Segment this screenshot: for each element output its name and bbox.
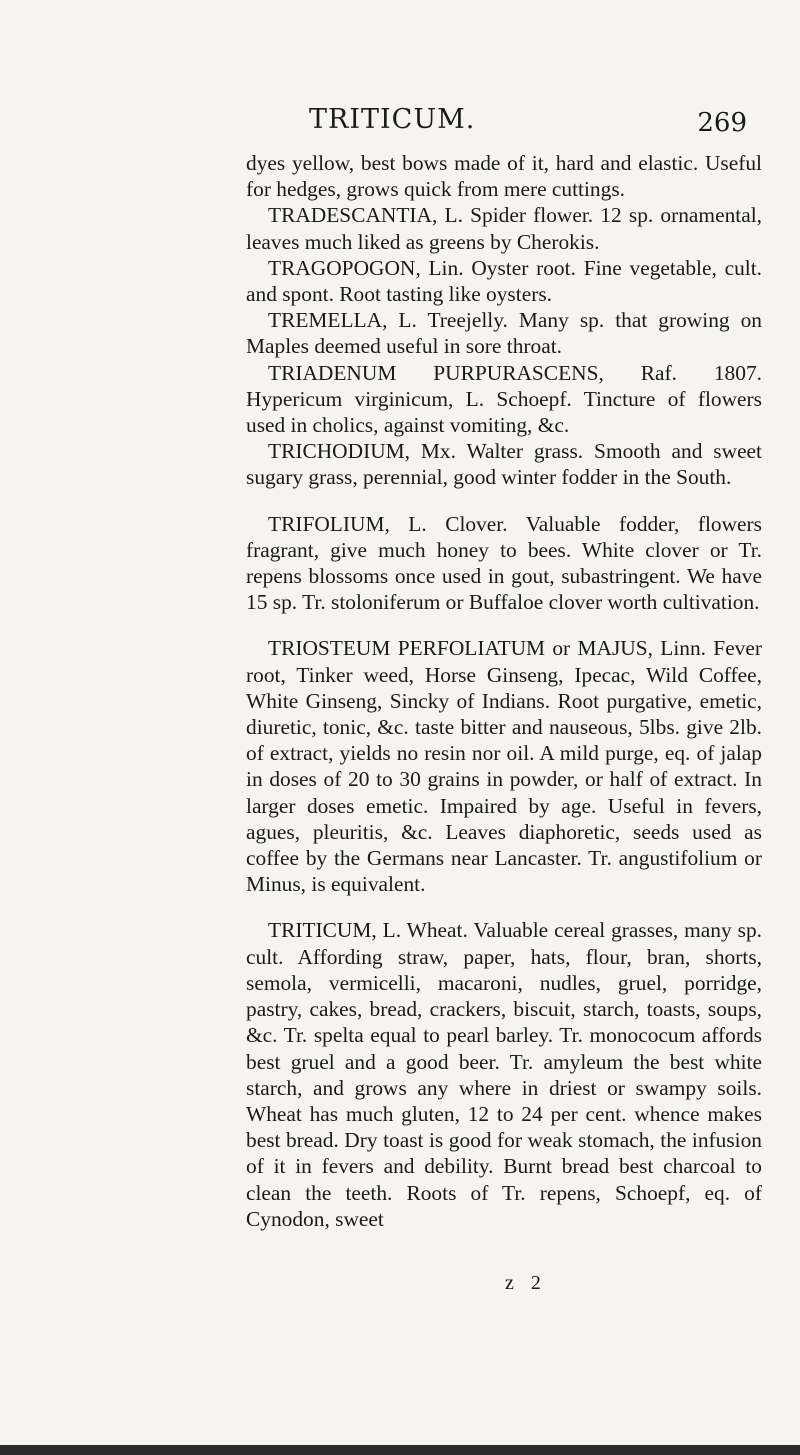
entry-triticum: TRITICUM, L. Wheat. Valuable cereal grasses, many sp. cult. Affording straw, paper, hats, flour, bran, shorts, semola, vermicelli, macaroni, nudles, gruel, porridge, pastry, cakes, bread, crackers, biscuit, starch, toasts, soups, &c. Tr. spelta equal to pearl barley. Tr. monococum affords best gruel and a good beer. Tr. amyleum the best white starch, and grows any where in driest or swampy soils. Wheat has much gluten, 12 to 24 per cent. whence makes best bread. Dry toast is good for weak stomach, the infusion of it in fevers and debility. Burnt bread best charcoal to clean the teeth. Roots of Tr. repens, Schoepf, eq. of Cynodon, sweet [246,918,762,1231]
entry-trifolium: TRIFOLIUM, L. Clover. Valuable fodder, flowers fragrant, give much honey to bees. White clover or Tr. repens blossoms once used in gout, subastringent. We have 15 sp. Tr. stoloniferum or Buffaloe clover worth cultivation. [246,511,762,615]
entry-triadenum: TRIADENUM PURPURASCENS, Raf. 1807. Hypericum virginicum, L. Schoepf. Tincture of flowers used in cholics, against vomiting, &c. [246,360,762,438]
running-head: TRITICUM. [309,104,476,135]
page-number: 269 [697,108,747,138]
entry-tradescantia: TRADESCANTIA, L. Spider flower. 12 sp. ornamental, leaves much liked as greens by Cherokis. [246,203,762,254]
signature-mark: z 2 [505,1272,547,1294]
entry-tremella: TREMELLA, L. Treejelly. Many sp. that growing on Maples deemed useful in sore throat. [246,308,762,359]
entry-trichodium: TRICHODIUM, Mx. Walter grass. Smooth and sweet sugary grass, perennial, good winter fodder in the South. [246,439,762,490]
page-header [255,104,755,148]
scan-edge [0,1445,800,1455]
entry-triosteum: TRIOSTEUM PERFOLIATUM or MAJUS, Linn. Fever root, Tinker weed, Horse Ginseng, Ipecac, Wild Coffee, White Ginseng, Sincky of Indians. Root purgative, emetic, diuretic, tonic, &c. taste bitter and nauseous, 5lbs. give 2lb. of extract, yields no resin nor oil. A mild purge, eq. of jalap in doses of 20 to 30 grains in powder, or half of extract. In larger doses emetic. Impaired by age. Useful in fevers, agues, pleuritis, &c. Leaves diaphoretic, seeds used as coffee by the Germans near Lancaster. Tr. angustifolium or Minus, is equivalent. [246,636,762,897]
body-text [246,150,762,1232]
entry-tragopogon: TRAGOPOGON, Lin. Oyster root. Fine vegetable, cult. and spont. Root tasting like oysters. [246,255,762,307]
entry-dyes: dyes yellow, best bows made of it, hard and elastic. Useful for hedges, grows quick from mere cuttings. [246,151,762,202]
